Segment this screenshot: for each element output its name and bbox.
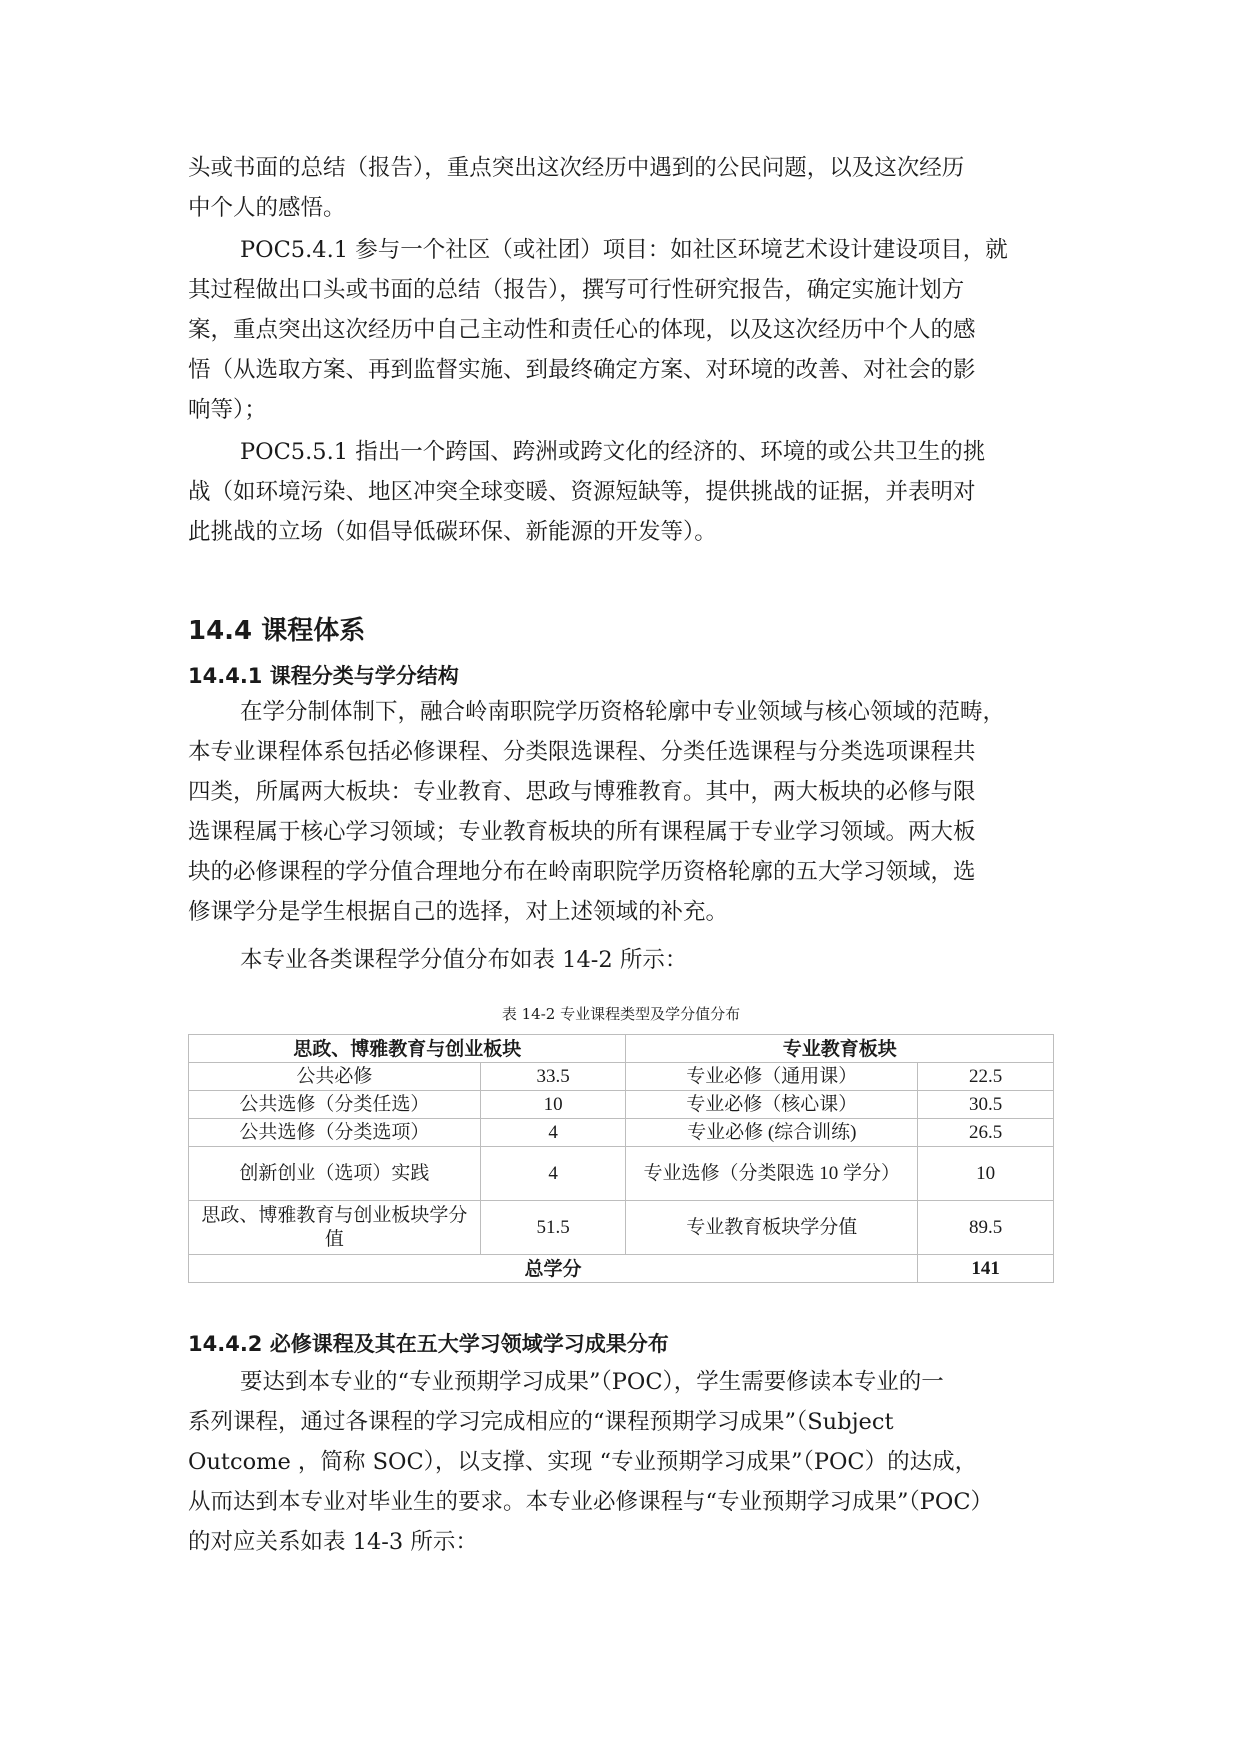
total-label: 总学分 — [189, 1255, 918, 1283]
total-value: 141 — [918, 1255, 1054, 1283]
table-total-row — [189, 1255, 1054, 1283]
right-credit: 89.5 — [918, 1201, 1054, 1255]
text-line: 系列课程，通过各课程的学习完成相应的“课程预期学习成果”（Subject — [188, 1409, 894, 1435]
text-line: 在学分制体制下，融合岭南职院学历资格轮廓中专业领域与核心领域的范畴， — [240, 699, 1006, 725]
text-line: 此挑战的立场（如倡导低碳环保、新能源的开发等）。 — [188, 519, 717, 545]
table-row — [189, 1091, 1054, 1119]
header-left-block: 思政、博雅教育与创业板块 — [189, 1035, 626, 1063]
left-credit: 10 — [480, 1091, 626, 1119]
right-course-type: 专业必修 (综合训练) — [626, 1119, 918, 1147]
poc-paragraph — [188, 1362, 1054, 1562]
text-line: 本专业各类课程学分值分布如表 14-2 所示： — [240, 947, 688, 973]
table-header-row — [189, 1035, 1054, 1063]
text-line: 悟（从选取方案、再到监督实施、到最终确定方案、对环境的改善、对社会的影 — [188, 357, 976, 383]
header-right-block: 专业教育板块 — [626, 1035, 1054, 1063]
text-line: 头或书面的总结（报告），重点突出这次经历中遇到的公民问题，以及这次经历 — [188, 155, 965, 181]
right-credit: 30.5 — [918, 1091, 1054, 1119]
credit-distribution-table — [188, 1034, 1054, 1283]
intro-paragraph — [188, 148, 1054, 228]
poc-5-4-1-paragraph — [188, 230, 1054, 430]
table-intro-paragraph — [188, 940, 1054, 980]
left-credit: 4 — [480, 1119, 626, 1147]
text-line: 从而达到本专业对毕业生的要求。本专业必修课程与“专业预期学习成果”（POC） — [188, 1489, 994, 1515]
left-course-type: 公共必修 — [189, 1063, 481, 1091]
text-line: Outcome ，简称 SOC），以支撑、实现 “专业预期学习成果”（POC）的达成， — [188, 1449, 978, 1475]
curriculum-paragraph — [188, 692, 1054, 932]
text-line: 四类，所属两大板块：专业教育、思政与博雅教育。其中，两大板块的必修与限 — [188, 779, 976, 805]
right-course-type: 专业必修（通用课） — [626, 1063, 918, 1091]
text-line: 战（如环境污染、地区冲突全球变暖、资源短缺等，提供挑战的证据，并表明对 — [188, 479, 976, 505]
right-credit: 26.5 — [918, 1119, 1054, 1147]
text-line: 选课程属于核心学习领域；专业教育板块的所有课程属于专业学习领域。两大板 — [188, 819, 976, 845]
text-line: POC5.5.1 指出一个跨国、跨洲或跨文化的经济的、环境的或公共卫生的挑 — [240, 439, 986, 465]
table-caption: 表 14-2 专业课程类型及学分值分布 — [501, 1005, 741, 1023]
text-line: POC5.4.1 参与一个社区（或社团）项目：如社区环境艺术设计建设项目，就 — [240, 237, 1008, 263]
table-row — [189, 1147, 1054, 1201]
left-credit: 33.5 — [480, 1063, 626, 1091]
left-credit: 4 — [480, 1147, 626, 1201]
right-course-type: 专业必修（核心课） — [626, 1091, 918, 1119]
right-course-type: 专业教育板块学分值 — [626, 1201, 918, 1255]
text-line: 块的必修课程的学分值合理地分布在岭南职院学历资格轮廓的五大学习领域，选 — [188, 859, 976, 885]
table-row — [189, 1063, 1054, 1091]
section-heading-14-4-1: 14.4.1 课程分类与学分结构 — [188, 664, 459, 688]
left-credit: 51.5 — [480, 1201, 626, 1255]
text-line: 其过程做出口头或书面的总结（报告），撰写可行性研究报告，确定实施计划方 — [188, 277, 965, 303]
text-line: 修课学分是学生根据自己的选择，对上述领域的补充。 — [188, 899, 729, 925]
left-course-type: 创新创业（选项）实践 — [189, 1147, 481, 1201]
text-line: 响等）； — [188, 397, 267, 423]
section-heading-14-4: 14.4 课程体系 — [188, 616, 366, 646]
right-credit: 10 — [918, 1147, 1054, 1201]
text-line: 案，重点突出这次经历中自己主动性和责任心的体现，以及这次经历中个人的感 — [188, 317, 976, 343]
text-line: 中个人的感悟。 — [188, 195, 346, 221]
right-credit: 22.5 — [918, 1063, 1054, 1091]
text-line: 的对应关系如表 14-3 所示： — [188, 1529, 478, 1555]
left-course-type: 思政、博雅教育与创业板块学分值 — [189, 1201, 481, 1255]
table-row — [189, 1201, 1054, 1255]
text-line: 要达到本专业的“专业预期学习成果”（POC），学生需要修读本专业的一 — [240, 1369, 944, 1395]
left-course-type: 公共选修（分类任选） — [189, 1091, 481, 1119]
right-course-type: 专业选修（分类限选 10 学分） — [626, 1147, 918, 1201]
left-course-type: 公共选修（分类选项） — [189, 1119, 481, 1147]
text-line: 本专业课程体系包括必修课程、分类限选课程、分类任选课程与分类选项课程共 — [188, 739, 976, 765]
poc-5-5-1-paragraph — [188, 432, 1054, 552]
table-row — [189, 1119, 1054, 1147]
section-heading-14-4-2: 14.4.2 必修课程及其在五大学习领域学习成果分布 — [188, 1332, 669, 1356]
